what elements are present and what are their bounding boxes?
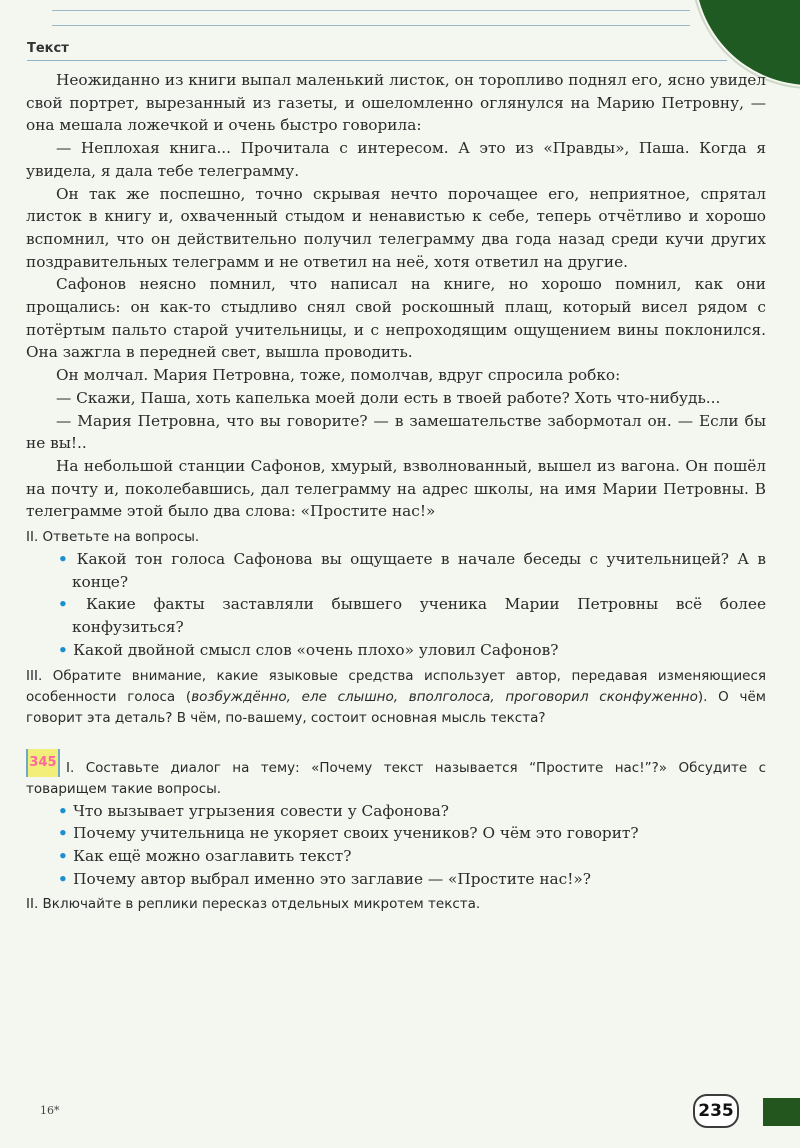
paragraph: — Скажи, Паша, хоть капелька моей доли есть в твоей работе? Хоть что-нибудь... <box>56 388 721 407</box>
question-item <box>26 548 766 593</box>
exercise-number-badge: 345 <box>26 749 60 777</box>
question-text: Какие факты заставляли бывшего ученика Марии Петровны всё более конфузиться? <box>72 595 766 637</box>
paragraph: Сафонов неясно помнил, что написал на книге, но хорошо помнил, как они прощались: он как-то стыдливо снял свой роскошный плащ, который висел рядом с потёртым пальто старой учительницы, и с непроходящим ощущением вины поклонился. Она зажгла в передней свет, вышла проводить. <box>26 275 766 362</box>
paragraph: Он молчал. Мария Петровна, тоже, помолчав, вдруг спросила робко: <box>56 366 621 385</box>
bullet-icon: • <box>58 595 86 614</box>
question-text: Что вызывает угрызения совести у Сафонова? <box>73 801 449 820</box>
question-item <box>26 593 766 638</box>
exercise-task2: II. Включайте в реплики пересказ отдельных микротем текста. <box>26 896 481 913</box>
question-text: Почему автор выбрал именно это заглавие — «Простите нас!»? <box>73 869 591 888</box>
bullet-icon: • <box>58 824 74 843</box>
bullet-icon: • <box>58 801 74 820</box>
header-rule-middle <box>52 25 690 26</box>
question-text: Как ещё можно озаглавить текст? <box>73 846 352 865</box>
task2-heading: II. Ответьте на вопросы. <box>26 529 200 546</box>
paragraph: — Неплохая книга... Прочитала с интересом. А это из «Правды», Паша. Когда я увидела, я дала тебе телеграмму. <box>26 139 766 180</box>
paragraph: Неожиданно из книги выпал маленький листок, он торопливо поднял его, ясно увидел свой портрет, вырезанный из газеты, и ошеломленно оглянулся на Марию Петровну, — она мешала ложечкой и очень быстро говорила: <box>26 71 767 135</box>
question-item <box>26 639 766 662</box>
paragraph: Он так же поспешно, точно скрывая нечто порочащее его, неприятное, спрятал листок в книгу и, охваченный стыдом и ненавистью к себе, теперь отчётливо и хорошо вспомнил, что он действительно получил телеграмму два года назад среди кучи других поздравительных телеграмм и не ответил на неё, хотя ответил на другие. <box>26 184 766 271</box>
question-text: Какой тон голоса Сафонова вы ощущаете в начале беседы с учительницей? А в конце? <box>72 550 766 591</box>
exercise-question-item <box>26 868 766 891</box>
section-label: Текст <box>27 41 69 56</box>
paragraph: — Мария Петровна, что вы говорите? — в замешательстве забормотал он. — Если бы не вы!.. <box>26 411 766 453</box>
bullet-icon: • <box>58 846 74 865</box>
exercise-heading <box>26 749 766 800</box>
text-body <box>26 69 766 915</box>
task3-text-b: ). О чём говорит эта деталь? В чём, по-вашему, состоит основная мысль текста? <box>26 688 766 726</box>
exercise-heading-text: I. Составьте диалог на тему: «Почему текст называется “Простите нас!”?» Обсудите с товарищем такие вопросы. <box>26 759 766 797</box>
bullet-icon: • <box>58 869 74 888</box>
bullet-icon: • <box>58 550 77 569</box>
paragraph: На небольшой станции Сафонов, хмурый, взволнованный, вышел из вагона. Он пошёл на почту и, поколебавшись, дал телеграмму на адрес школы, на имя Марии Петровны. В телеграмме этой было два слова: «Простите нас!» <box>26 456 766 521</box>
page-corner-block <box>763 1098 800 1126</box>
exercise-question-item <box>26 822 766 845</box>
bullet-icon: • <box>58 640 74 659</box>
page-number: 235 <box>693 1094 739 1128</box>
exercise-question-item <box>26 845 766 868</box>
exercise-question-item <box>26 800 766 823</box>
question-text: Какой двойной смысл слов «очень плохо» уловил Сафонов? <box>73 640 559 659</box>
task3-text <box>26 666 766 729</box>
header-rule-top <box>52 10 690 11</box>
signature-mark: 16* <box>40 1104 60 1117</box>
question-text: Почему учительница не укоряет своих учеников? О чём это говорит? <box>73 824 639 843</box>
task3-italic: возбуждённо, еле слышно, вполголоса, проговорил сконфуженно <box>191 688 698 705</box>
task3-text-a: III. Обратите внимание, какие языковые средства использует автор, передавая изменяющиеся особенности голоса ( <box>26 667 766 705</box>
section-rule <box>27 60 727 61</box>
